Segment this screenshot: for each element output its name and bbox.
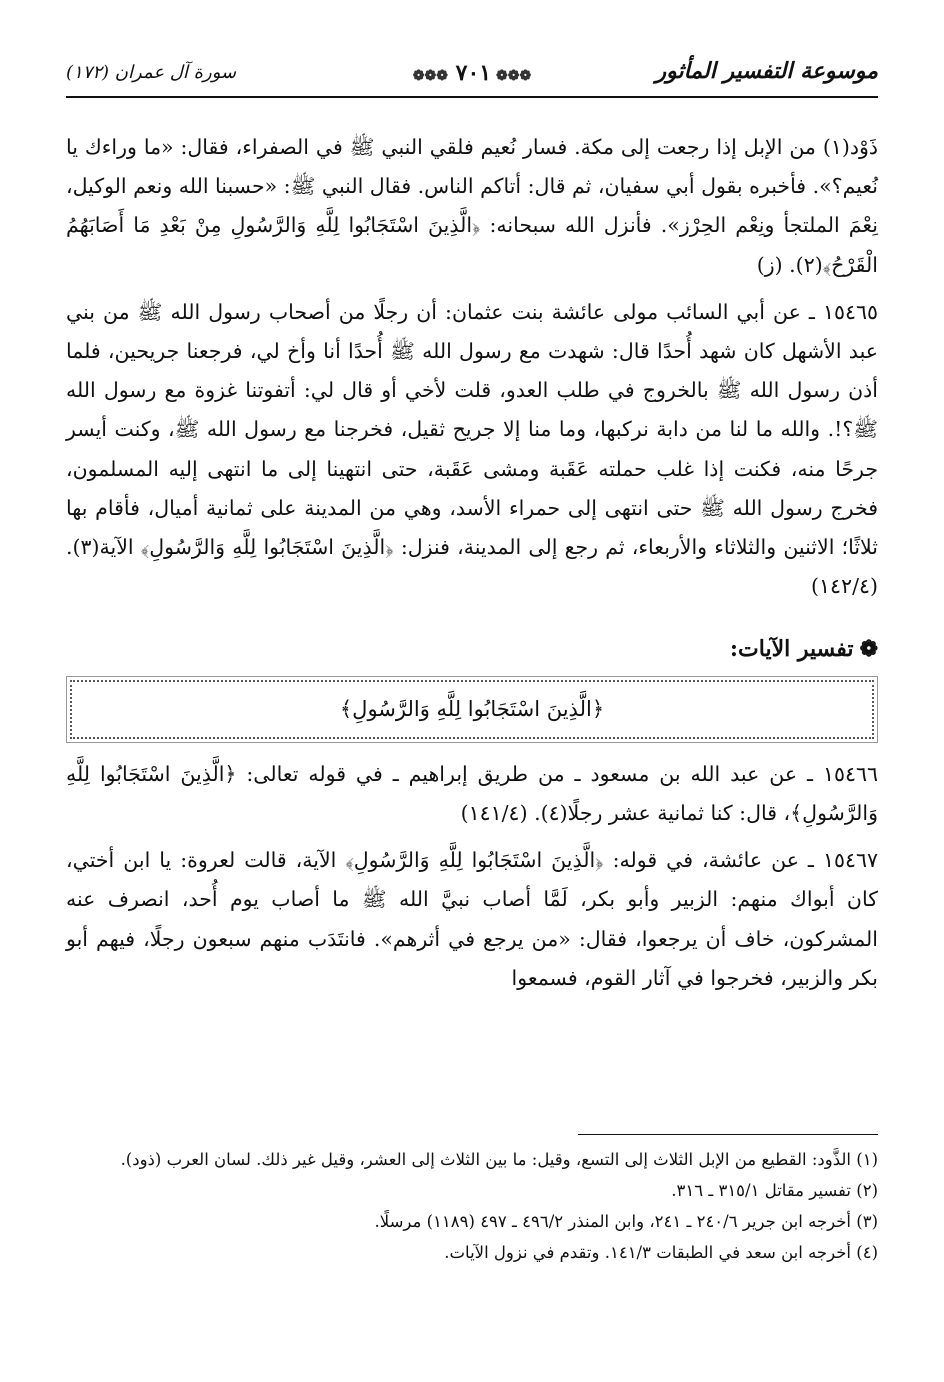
footnotes	[66, 1134, 878, 1269]
footnote-rule	[578, 1134, 878, 1135]
header-rule	[66, 96, 878, 98]
footnote-4: (٤) أخرجه ابن سعد في الطبقات ١٤١/٣. وتقدم في نزول الآيات.	[444, 1243, 878, 1262]
section-title-text: تفسير الآيات:	[729, 636, 854, 663]
hadith-15466: ١٥٤٦٦ ـ عن عبد الله بن مسعود ـ من طريق إبراهيم ـ في قوله تعالى: ﴿الَّذِينَ اسْتَجَابُوا لِلَّهِ وَالرَّسُولِ﴾، قال: كنا ثمانية عشر رجلًا(٤). (١٤١/٤)	[66, 761, 878, 826]
book-title: موسوعة التفسير المأثور	[655, 58, 878, 84]
hadith-15467: ١٥٤٦٧ ـ عن عائشة، في قوله: ﴿الَّذِينَ اسْتَجَابُوا لِلَّهِ وَالرَّسُولِ﴾ الآية، قالت لعروة: يا ابن أختي، كان أبواك منهم: الزبير وأبو بكر، لَمَّا أصاب نبيَّ الله ﷺ ما أصاب يوم أُحد، انصرف عنه المشركون، خاف أن يرجعوا، فقال: «من يرجع في أثرهم». فانتَدَب منهم سبعون رجلًا، فيهم أبو بكر والزبير، فخرجوا في آثار القوم، فسمعوا	[66, 848, 878, 990]
ornament-icon: ❁❁❁	[412, 68, 448, 84]
paragraph-continuation: ذَوْد(١) من الإبل إذا رجعت إلى مكة. فسار نُعيم فلقي النبي ﷺ في الصفراء، فقال: «ما وراءك يا نُعيم؟». فأخبره بقول أبي سفيان، ثم قال: أتاكم الناس. فقال النبي ﷺ: «حسبنا الله ونعم الوكيل، نِعْمَ الملتجأ ونِعْم الحِرْز». فأنزل الله سبحانه: ﴿الَّذِينَ اسْتَجَابُوا لِلَّهِ وَالرَّسُولِ مِنْ بَعْدِ مَا أَصَابَهُمُ الْقَرْحُ﴾(٢). (ز)	[66, 135, 878, 277]
footnote-2: (٢) تفسير مقاتل ٣١٥/١ ـ ٣١٦.	[671, 1181, 878, 1200]
page-number: ٧٠١	[455, 60, 492, 86]
footnote-3: (٣) أخرجه ابن جرير ٢٤٠/٦ ـ ٢٤١، وابن المنذر ٤٩٦/٢ ـ ٤٩٧ (١١٨٩) مرسلًا.	[374, 1212, 878, 1231]
page-header	[66, 54, 878, 98]
hadith-15465: ١٥٤٦٥ ـ عن أبي السائب مولى عائشة بنت عثمان: أن رجلًا من أصحاب رسول الله ﷺ من بني عبد الأشهل كان شهد أُحدًا قال: شهدت مع رسول الله ﷺ أُحدًا أنا وأخ لي، فرجعنا جريحين، فلما أذن رسول الله ﷺ بالخروج في طلب العدو، قلت لأخي أو قال لي: أتفوتنا غزوة مع رسول الله ﷺ؟!. والله ما لنا من دابة نركبها، وما منا إلا جريح ثقيل، فخرجنا مع رسول الله ﷺ، وكنت أيسر جرحًا منه، فكنت إذا غلب حملته عَقَبة ومشى عَقَبة، حتى انتهينا إلى ما انتهى إليه المسلمون، فخرج رسول الله ﷺ حتى انتهى إلى حمراء الأسد، وهي من المدينة على ثمانية أميال، فأقام بها ثلاثًا؛ الاثنين والثلاثاء والأربعاء، ثم رجع إلى المدينة، فنزل: ﴿الَّذِينَ اسْتَجَابُوا لِلَّهِ وَالرَّسُولِ﴾ الآية(٣). (١٤٢/٤)	[66, 299, 878, 599]
flower-icon: ❁	[859, 636, 878, 663]
verse-frame	[70, 680, 874, 739]
footnote-1: (١) الذَّود: القطيع من الإبل الثلاث إلى التسع، وقيل: ما بين الثلاث إلى العشر، وقيل غير ذلك. لسان العرب (ذود).	[120, 1150, 878, 1169]
surah-label: سورة آل عمران (١٧٢)	[66, 62, 237, 83]
main-text	[66, 128, 878, 1006]
verse-text: ﴿الَّذِينَ اسْتَجَابُوا لِلَّهِ وَالرَّسُولِ﴾	[339, 696, 605, 721]
section-heading	[66, 630, 878, 669]
ornament-icon: ❁❁❁	[491, 68, 532, 84]
